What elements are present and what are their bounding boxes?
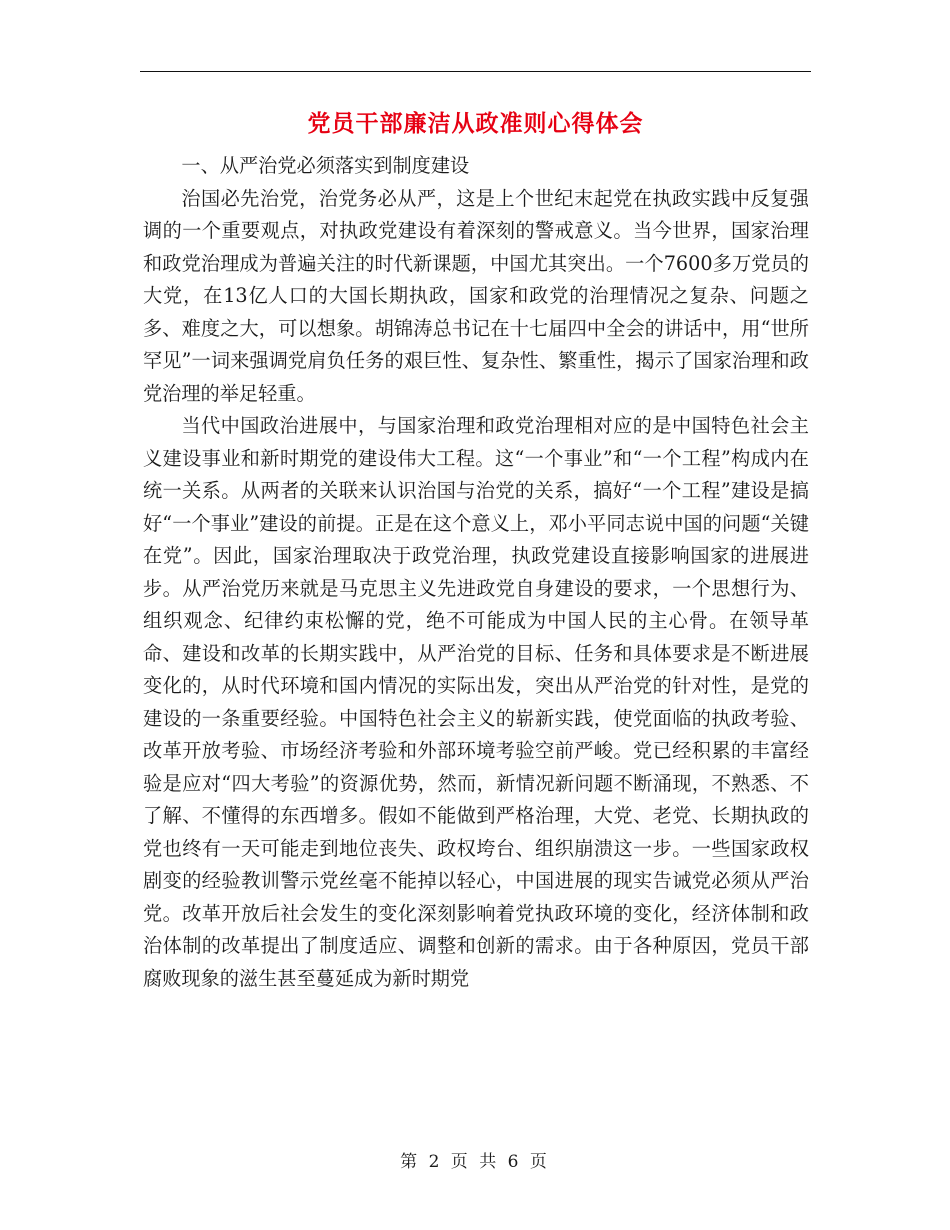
header-rule	[140, 71, 811, 72]
paragraph: 当代中国政治进展中，与国家治理和政党治理相对应的是中国特色社会主义建设事业和新时期党的建设伟大工程。这“一个事业”和“一个工程”构成内在统一关系。从两者的关联来认识治国与治党的关系，搞好“一个工程”建设是搞好“一个事业”建设的前提。正是在这个意义上，邓小平同志说中国的问题“关键在党”。因此，国家治理取决于政党治理，执政党建设直接影响国家的进展进步。从严治党历来就是马克思主义先进政党自身建设的要求，一个思想行为、组织观念、纪律约束松懈的党，绝不可能成为中国人民的主心骨。在领导革命、建设和改革的长期实践中，从严治党的目标、任务和具体要求是不断进展变化的，从时代环境和国内情况的实际出发，突出从严治党的针对性，是党的建设的一条重要经验。中国特色社会主义的崭新实践，使党面临的执政考验、改革开放考验、市场经济考验和外部环境考验空前严峻。党已经积累的丰富经验是应对“四大考验”的资源优势，然而，新情况新问题不断涌现，不熟悉、不了解、不懂得的东西增多。假如不能做到严格治理，大党、老党、长期执政的党也终有一天可能走到地位丧失、政权垮台、组织崩溃这一步。一些国家政权剧变的经验教训警示党丝毫不能掉以轻心，中国进展的现实告诫党必须从严治党。改革开放后社会发生的变化深刻影响着党执政环境的变化，经济体制和政治体制的改革提出了制度适应、调整和创新的需求。由于各种原因，党员干部腐败现象的滋生甚至蔓延成为新时期党	[143, 414, 809, 990]
document-body	[143, 150, 809, 995]
page-number: 第 2 页 共 6 页	[400, 1152, 550, 1172]
document-title: 党员干部廉洁从政准则心得体会	[307, 110, 644, 137]
paragraph: 治国必先治党，治党务必从严，这是上个世纪末起党在执政实践中反复强调的一个重要观点，对执政党建设有着深刻的警戒意义。当今世界，国家治理和政党治理成为普遍关注的时代新课题，中国尤其突出。一个7600多万党员的大党，在13亿人口的大国长期执政，国家和政党的治理情况之复杂、问题之多、难度之大，可以想象。胡锦涛总书记在十七届四中全会的讲话中，用“世所罕见”一词来强调党肩负任务的艰巨性、复杂性、繁重性，揭示了国家治理和政党治理的举足轻重。	[143, 186, 809, 405]
section-heading: 一、从严治党必须落实到制度建设	[181, 154, 470, 177]
